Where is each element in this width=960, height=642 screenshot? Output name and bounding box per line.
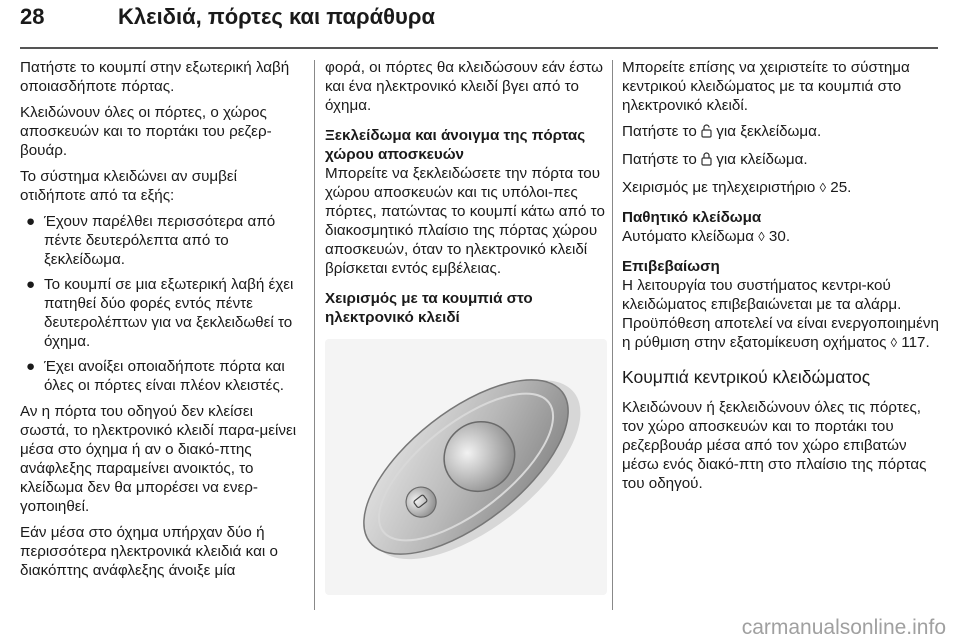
paragraph: Πατήστε το για ξεκλείδωμα. [622,122,940,143]
list-item: ● Το κουμπί σε μια εξωτερική λαβή έχει πατηθεί δύο φορές εντός πέντε δευτερολέπτων για να ξεκλειδωθεί το όχημα. [26,276,294,350]
paragraph: Αν η πόρτα του οδηγού δεν κλείσει σωστά, το ηλεκτρονικό κλειδί παρα-μείνει μέσα στο όχημα ή αν ο διακό-πτης ανάφλεξης παραμείνει ανοικτός, το κλείδωμα δεν θα μπορέσει να ενερ-γοποιηθεί. [20,403,297,515]
bullet-list [20,212,305,395]
lock-icon [701,151,712,171]
page-reference-icon: ◊ [890,335,898,350]
section-heading: Ξεκλείδωμα και άνοιγμα της πόρτας χώρου αποσκευών [325,127,586,163]
paragraph: Πατήστε το κουμπί στην εξωτερική λαβή οποιασδήποτε πόρτας. [20,59,290,95]
section-title: Κουμπιά κεντρικού κλειδώματος [622,367,871,387]
paragraph: φορά, οι πόρτες θα κλειδώσουν εάν έστω και ένα ηλεκτρονικό κλειδί βγει από το όχημα. [325,59,604,114]
unlock-icon [701,123,712,143]
section-heading: Χειρισμός με τα κουμπιά στο ηλεκτρονικό κλειδί [325,290,533,326]
list-item: ● Έχει ανοίξει οποιαδήποτε πόρτα και όλες οι πόρτες είναι πλέον κλειστές. [26,358,285,394]
paragraph: Πατήστε το για κλείδωμα. [622,150,940,171]
paragraph: Εάν μέσα στο όχημα υπήρχαν δύο ή περισσότερα ηλεκτρονικά κλειδιά και ο διακόπτης ανάφλεξης άνοιξε μία [20,524,278,579]
column-1 [20,58,305,587]
paragraph: Μπορείτε να ξεκλειδώσετε την πόρτα του χώρου αποσκευών και τις υπόλοι-πες πόρτες, πατώντας το κουμπί κάτω από το διακοσμητικό πλαίσιο της πόρτας χώρου αποσκευών, όταν το ηλεκτρονικό κλειδί βρίσκεται εντός εμβέλειας. [325,165,605,277]
chapter-title: Κλειδιά, πόρτες και παράθυρα [118,4,435,29]
bullet-dot: ● [26,358,36,375]
paragraph: Αυτόματο κλείδωμα ◊ 30. [622,228,791,245]
page-reference-icon: ◊ [758,229,765,244]
list-item: ● Έχουν παρέλθει περισσότερα από πέντε δευτερόλεπτα από το ξεκλείδωμα. [26,213,276,268]
section-heading: Επιβεβαίωση [622,258,720,275]
section-heading: Παθητικό κλείδωμα [622,209,762,226]
paragraph: Μπορείτε επίσης να χειριστείτε το σύστημα κεντρικού κλειδώματος με τα κουμπιά στο ηλεκτρονικό κλειδί. [622,59,910,114]
paragraph: Το σύστημα κλειδώνει αν συμβεί οτιδήποτε από τα εξής: [20,168,238,204]
paragraph: Η λειτουργία του συστήματος κεντρι-κού κλειδώματος επιβεβαιώνεται με τα αλάρμ. Προϋπόθεση αποτελεί να είναι ενεργοποιημένη η ρύθμιση στην εξατομίκευση οχήματος ◊ 117. [622,277,939,351]
column-divider-2 [612,60,613,610]
header-rule [20,47,938,49]
key-fob-illustration [325,339,607,595]
paragraph: Χειρισμός με τηλεχειριστήριο ◊ 25. [622,179,852,196]
electronic-key-fob-figure [325,339,607,595]
page-header [20,4,940,44]
watermark: carmanualsonline.info [741,616,946,639]
paragraph: Κλειδώνουν όλες οι πόρτες, ο χώρος αποσκευών και το πορτάκι του ρεζερ-βουάρ. [20,104,272,159]
page-reference-icon: ◊ [819,180,827,195]
page-number: 28 [20,4,45,29]
paragraph: Κλειδώνουν ή ξεκλειδώνουν όλες τις πόρτες, τον χώρο αποσκευών και το πορτάκι του ρεζερβουάρ μέσα από τον χώρο επιβατών μέσω ενός διακό-πτη στο πλαίσιο της πόρτας του οδηγού. [622,399,927,492]
column-3 [622,58,940,500]
bullet-dot: ● [26,276,36,293]
column-divider-1 [314,60,315,610]
bullet-dot: ● [26,213,36,230]
column-2 [325,58,607,595]
